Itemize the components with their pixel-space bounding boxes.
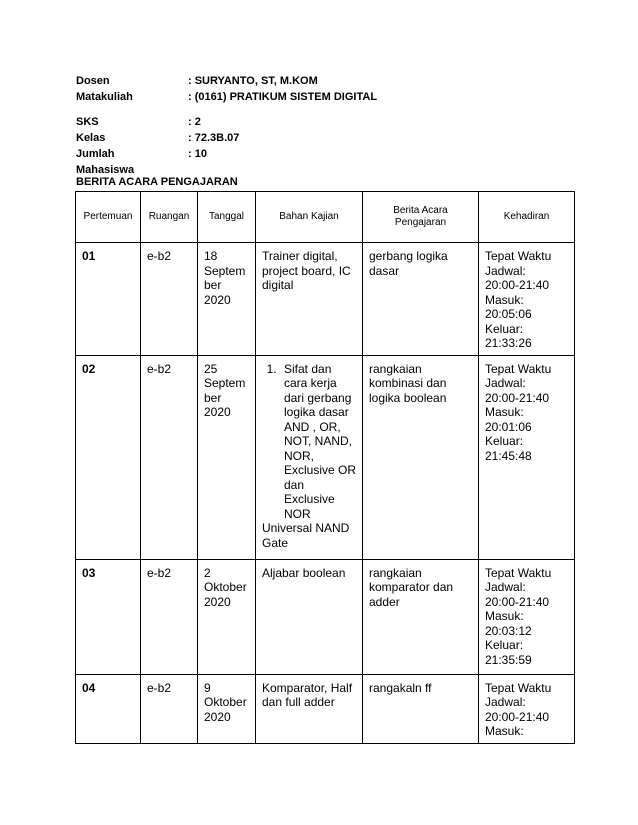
cell-bahan-kajian: Trainer digital, project board, IC digital	[256, 243, 363, 356]
table-header-row	[76, 192, 575, 243]
cell-pertemuan: 01	[76, 243, 141, 356]
cell-bahan-kajian	[256, 355, 363, 559]
cell-bahan-kajian: Komparator, Half dan full adder	[256, 674, 363, 743]
cell-berita-acara: rangkaian komparator dan adder	[363, 559, 479, 674]
dosen-label: Dosen	[76, 75, 110, 87]
jumlah-mahasiswa-label: Jumlah Mahasiswa	[76, 148, 135, 176]
cell-tanggal: 18 Septem ber 2020	[198, 243, 256, 356]
list-item: 1. Sifat dan cara kerja dari gerbang logika dasar AND , OR, NOT, NAND, NOR, Exclusive OR dan Exclusive NOR	[280, 362, 357, 522]
matakuliah-label: Matakuliah	[76, 91, 133, 103]
header-ruangan: Ruangan	[141, 192, 198, 243]
cell-pertemuan: 03	[76, 559, 141, 674]
berita-acara-table	[75, 191, 575, 744]
cell-kehadiran: Tepat Waktu Jadwal: 20:00-21:40 Masuk:	[479, 674, 575, 743]
cell-bahan-kajian: Aljabar boolean	[256, 559, 363, 674]
cell-ruangan: e-b2	[141, 559, 198, 674]
header-pertemuan: Pertemuan	[76, 192, 141, 243]
cell-tanggal: 9 Oktober 2020	[198, 674, 256, 743]
table-row	[76, 674, 575, 743]
dosen-value: : SURYANTO, ST, M.KOM	[188, 75, 318, 87]
header-kehadiran: Kehadiran	[479, 192, 575, 243]
bahan-kajian-list	[262, 362, 357, 522]
table-row	[76, 355, 575, 559]
header-bahan-kajian: Bahan Kajian	[256, 192, 363, 243]
cell-berita-acara: rangkaian kombinasi dan logika boolean	[363, 355, 479, 559]
jumlah-mahasiswa-value: : 10	[188, 148, 207, 160]
cell-kehadiran: Tepat Waktu Jadwal: 20:00-21:40 Masuk: 20:03:12 Keluar: 21:35:59	[479, 559, 575, 674]
header-berita-acara: Berita Acara Pengajaran	[363, 192, 479, 243]
cell-pertemuan: 02	[76, 355, 141, 559]
cell-ruangan: e-b2	[141, 355, 198, 559]
cell-tanggal: 25 Septem ber 2020	[198, 355, 256, 559]
cell-pertemuan: 04	[76, 674, 141, 743]
sks-label: SKS	[76, 116, 99, 128]
cell-kehadiran: Tepat Waktu Jadwal: 20:00-21:40 Masuk: 20:05:06 Keluar: 21:33:26	[479, 243, 575, 356]
cell-berita-acara: gerbang logika dasar	[363, 243, 479, 356]
cell-ruangan: e-b2	[141, 243, 198, 356]
sks-value: : 2	[188, 116, 201, 128]
cell-kehadiran: Tepat Waktu Jadwal: 20:00-21:40 Masuk: 20:01:06 Keluar: 21:45:48	[479, 355, 575, 559]
header-tanggal: Tanggal	[198, 192, 256, 243]
kelas-label: Kelas	[76, 132, 106, 144]
bahan-kajian-tail: Universal NAND Gate	[262, 521, 350, 550]
kelas-value: : 72.3B.07	[188, 132, 240, 144]
cell-ruangan: e-b2	[141, 674, 198, 743]
table-row	[76, 559, 575, 674]
matakuliah-value: : (0161) PRATIKUM SISTEM DIGITAL	[188, 91, 378, 103]
table-row	[76, 243, 575, 356]
cell-berita-acara: rangakaln ff	[363, 674, 479, 743]
section-title: BERITA ACARA PENGAJARAN	[76, 176, 238, 188]
cell-tanggal: 2 Oktober 2020	[198, 559, 256, 674]
